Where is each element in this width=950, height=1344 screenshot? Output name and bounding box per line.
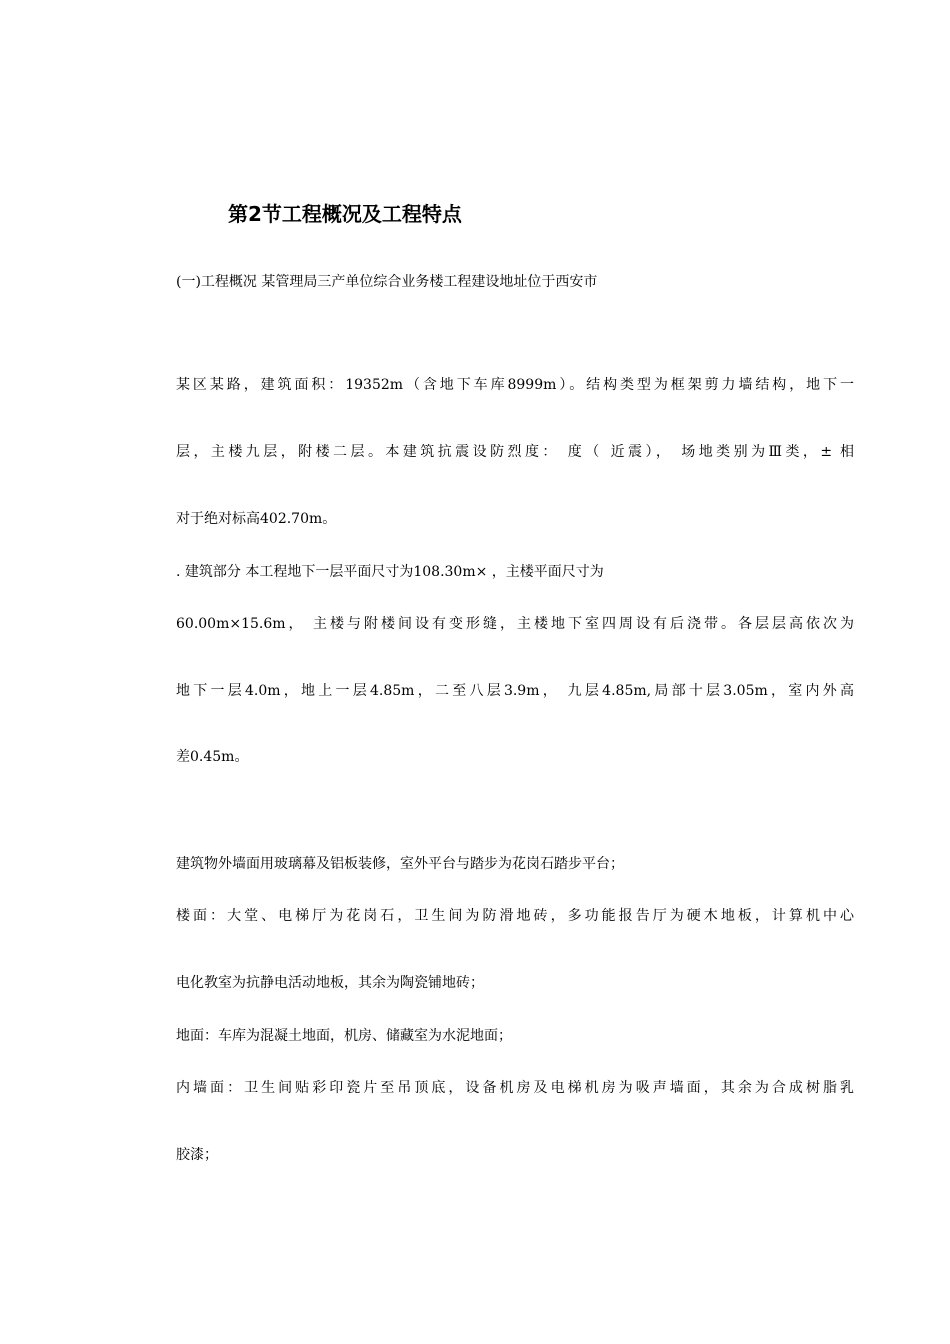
paragraph-line: 地面：车库为混凝土地面，机房、储藏室为水泥地面；: [176, 1028, 512, 1044]
paragraph-line: 建筑物外墙面用玻璃幕及铝板装修，室外平台与踏步为花岗石踏步平台；: [176, 856, 624, 872]
paragraph-line: 楼面：大堂、电梯厅为花岗石，卫生间为防滑地砖，多功能报告厅为硬木地板，计算机中心: [176, 908, 854, 924]
paragraph-line: . 建筑部分 本工程地下一层平面尺寸为108.30m× ，主楼平面尺寸为: [176, 564, 604, 580]
paragraph-line: 胶漆；: [176, 1147, 218, 1163]
paragraph-line: 60.00m×15.6m， 主楼与附楼间设有变形缝，主楼地下室四周设有后浇带。各层层高依次为: [176, 616, 854, 632]
paragraph-line: 差0.45m。: [176, 749, 249, 765]
paragraph-line: 地下一层4.0m，地上一层4.85m，二至八层3.9m， 九层4.85m,局部十层3.05m，室内外高: [176, 683, 854, 699]
paragraph-line: (一)工程概况 某管理局三产单位综合业务楼工程建设地址位于西安市: [176, 274, 598, 290]
paragraph-line: 某区某路，建筑面积：19352m（含地下车库8999m）。结构类型为框架剪力墙结构，地下一: [176, 377, 854, 393]
paragraph-line: 对于绝对标高402.70m。: [176, 511, 337, 527]
paragraph-line: 内墙面：卫生间贴彩印瓷片至吊顶底，设备机房及电梯机房为吸声墙面，其余为合成树脂乳: [176, 1080, 854, 1096]
paragraph-line: 电化教室为抗静电活动地板，其余为陶瓷铺地砖；: [176, 975, 484, 991]
section-title: 第2节工程概况及工程特点: [228, 202, 462, 226]
paragraph-line: 层，主楼九层，附楼二层。本建筑抗震设防烈度： 度（ 近震）， 场地类别为Ⅲ类，± 相: [176, 444, 854, 460]
